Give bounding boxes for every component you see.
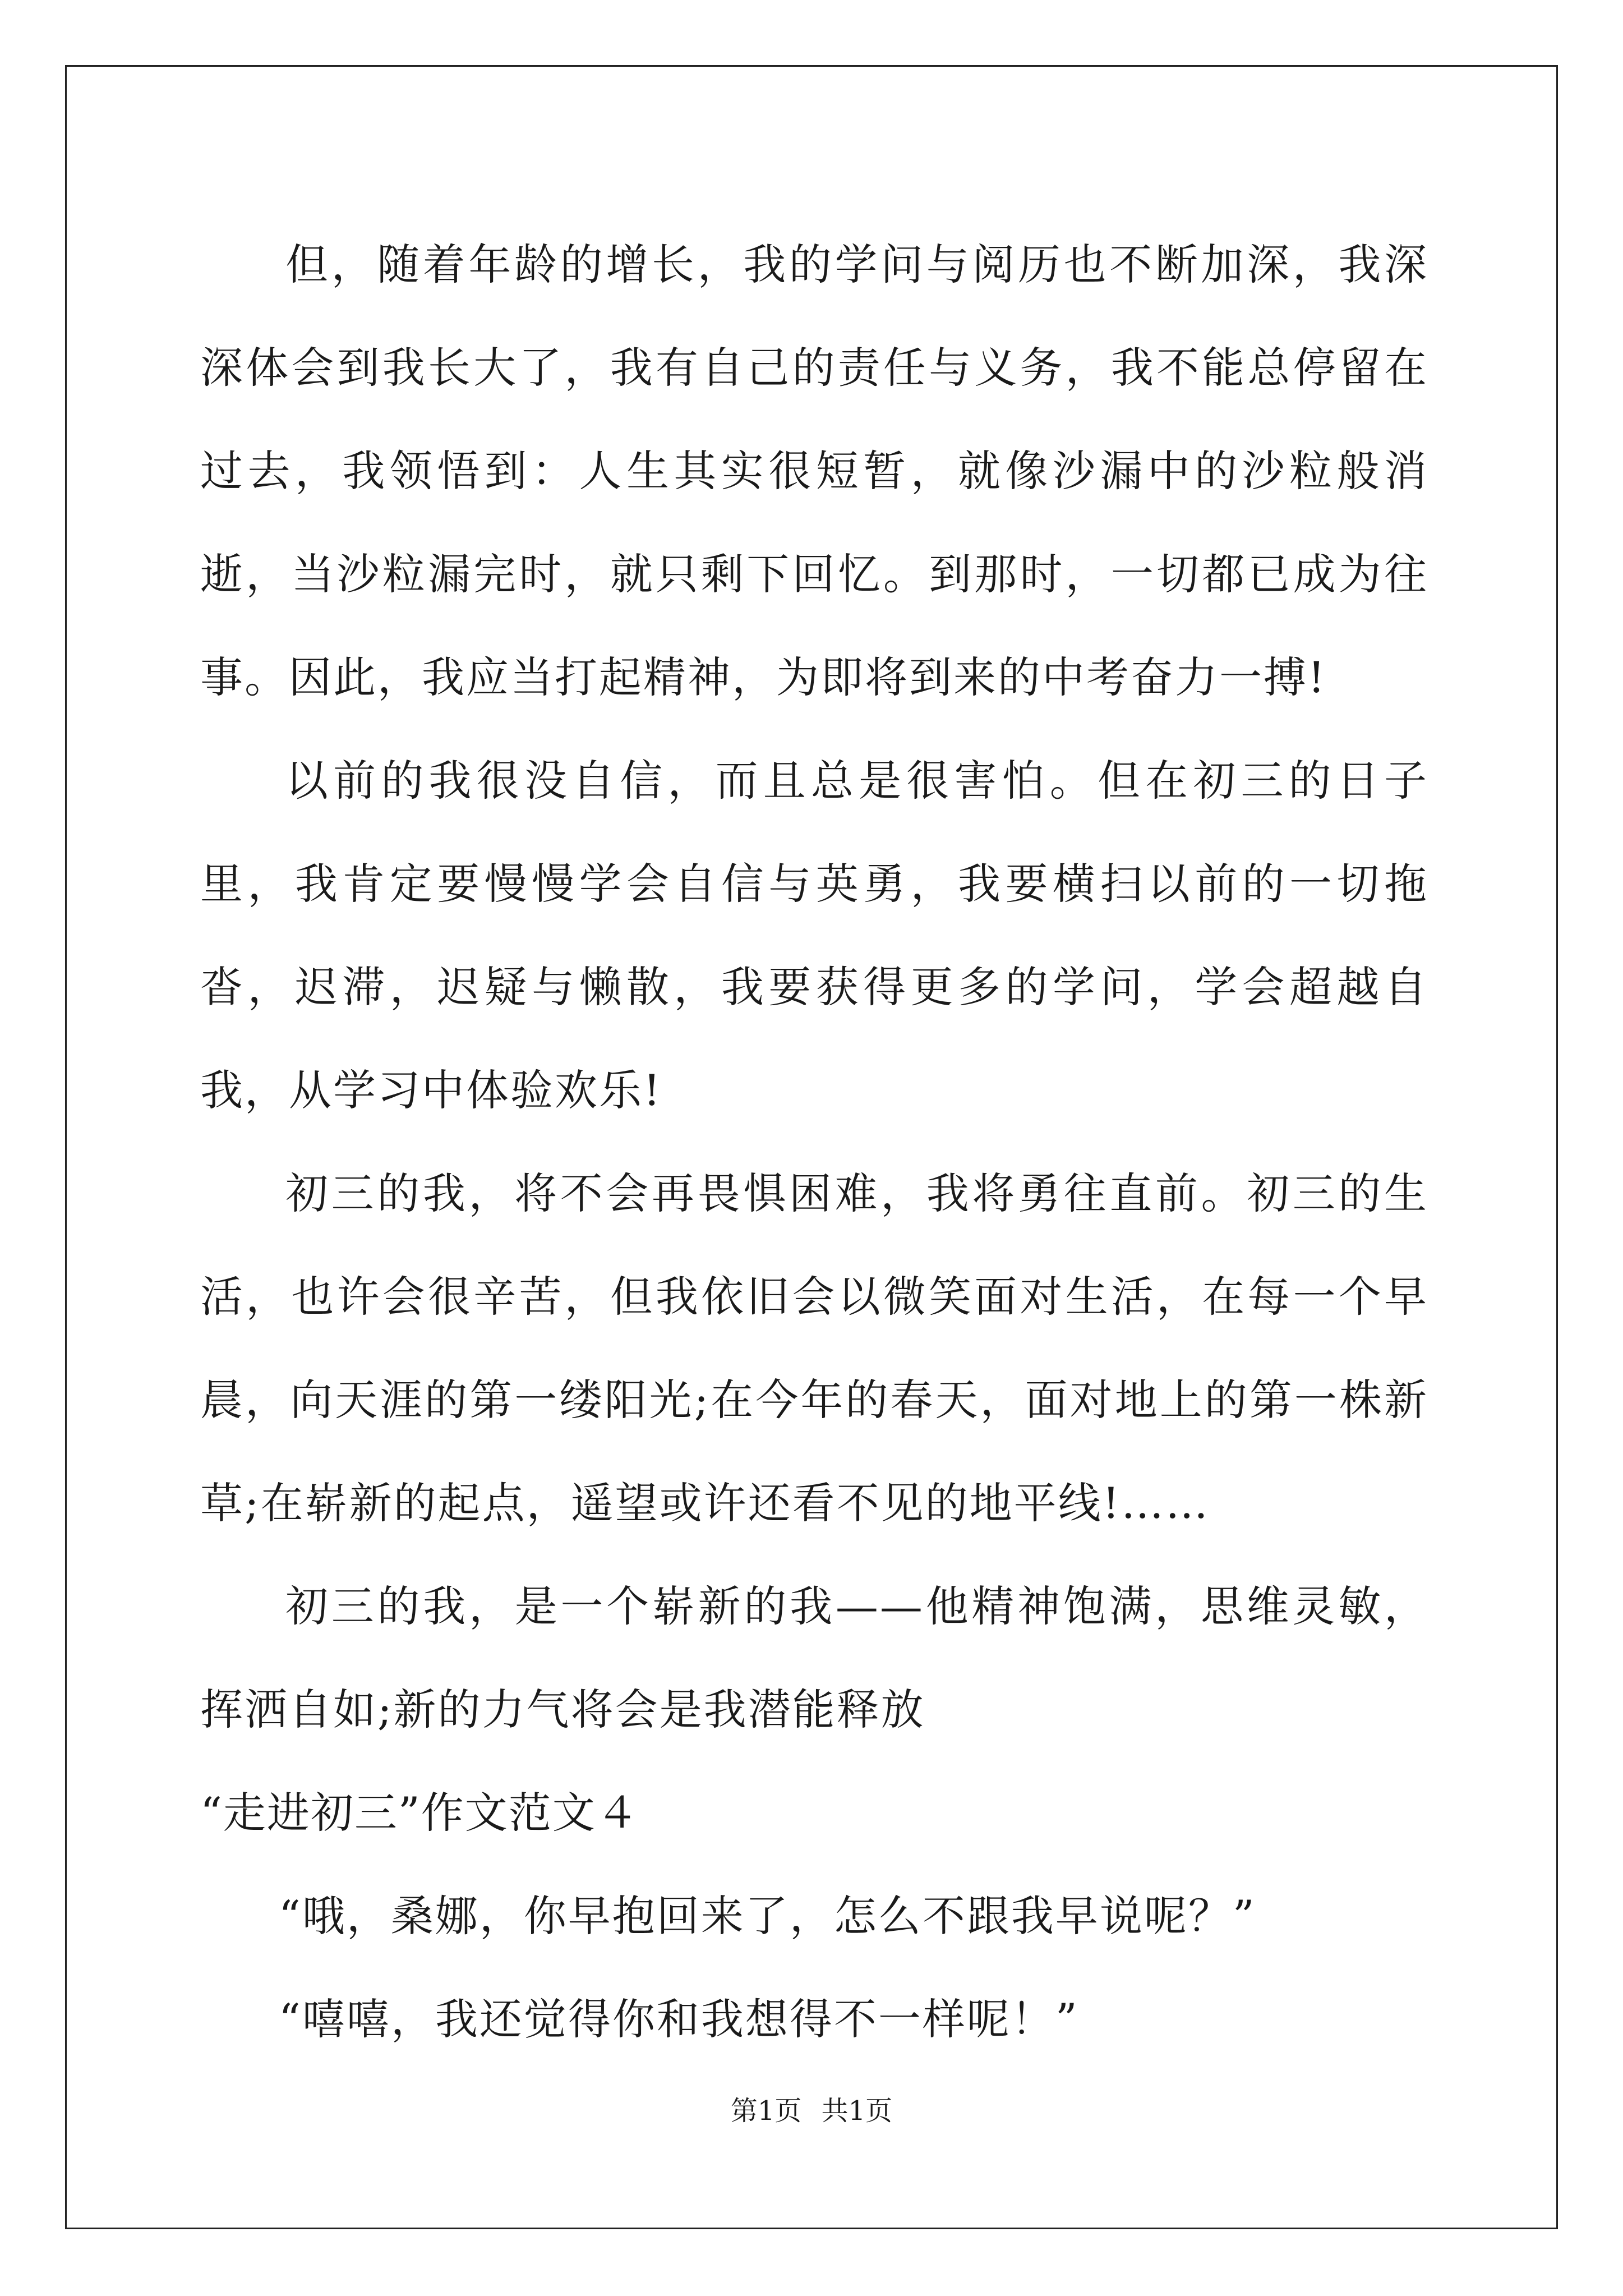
paragraph-1: 但，随着年龄的增长，我的学问与阅历也不断加深，我深深体会到我长大了，我有自己的责任与义务，我不能总停留在过去，我领悟到：人生其实很短暂，就像沙漏中的沙粒般消逝，当沙粒漏完时，就只剩下回忆。到那时，一切都已成为往事。因此，我应当打起精神，为即将到来的中考奋力一搏!: [200, 240, 1428, 702]
paragraph-4: 初三的我，是一个崭新的我——他精神饱满，思维灵敏，挥洒自如;新的力气将会是我潜能释放: [200, 1581, 1428, 1734]
paragraph-3: 初三的我，将不会再畏惧困难，我将勇往直前。初三的生活，也许会很辛苦，但我依旧会以微笑面对生活，在每一个早晨，向天涯的第一缕阳光;在今年的春天，面对地上的第一株新草;在崭新的起点，遥望或许还看不见的地平线!……: [200, 1168, 1428, 1528]
paragraph-2: 以前的我很没自信，而且总是很害怕。但在初三的日子里，我肯定要慢慢学会自信与英勇，我要横扫以前的一切拖沓，迟滞，迟疑与懒散，我要获得更多的学问，学会超越自我，从学习中体验欢乐!: [200, 756, 1428, 1115]
page-number-current: 第1页: [730, 2095, 802, 2127]
page-footer: [0, 2094, 1623, 2128]
section-heading: “走进初三”作文范文４: [200, 1788, 640, 1838]
document-body: [200, 213, 1428, 2071]
page-number-total: 共1页: [821, 2095, 893, 2127]
dialogue-line-1: “哦，桑娜，你早抱回来了，怎么不跟我早说呢？”: [279, 1891, 1256, 1941]
dialogue-line-2: “嘻嘻，我还觉得你和我想得不一样呢！”: [279, 1994, 1079, 2044]
